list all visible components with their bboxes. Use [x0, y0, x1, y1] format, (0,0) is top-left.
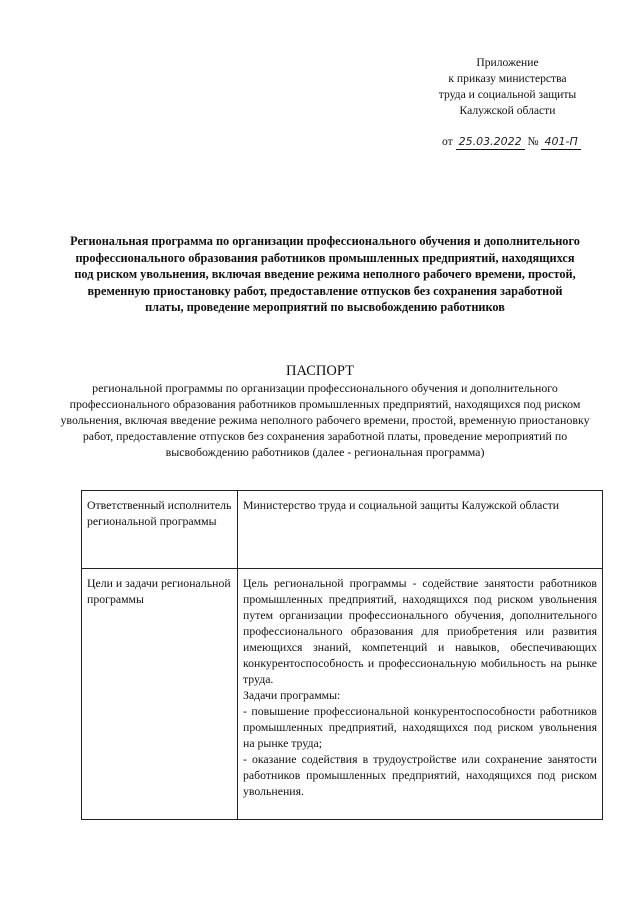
appendix-line: труда и социальной защиты	[438, 88, 577, 101]
row-label: Цели и задачи региональной программы	[82, 569, 238, 820]
table-row	[82, 569, 603, 820]
passport-description: региональной программы по организации профессионального обучения и дополнительного профессионального образования работников промышленных предприятий, находящихся под риском увольнения, включая введение режима неполного рабочего времени, простой, временную приостановку работ, предоставление отпусков без сохранения заработной платы, проведение мероприятий по высвобождению работников (далее - региональная программа)	[60, 381, 590, 459]
appendix-line: к приказу министерства	[448, 72, 567, 85]
row-paragraph: - повышение профессиональной конкурентоспособности работников промышленных предприятий, находящихся под риском увольнения на рынке труда;	[243, 704, 597, 750]
passport-table	[81, 490, 603, 820]
order-from-label: от	[442, 135, 453, 148]
order-number-label: №	[527, 135, 539, 148]
program-title: Региональная программа по организации профессионального обучения и дополнительного профессионального образования работников промышленных предприятий, находящихся под риском увольнения, включая введение режима неполного рабочего времени, простой, временную приостановку работ, предоставление отпусков без сохранения заработной платы, проведение мероприятий по высвобождению работников	[70, 234, 580, 314]
row-paragraph: Задачи программы:	[243, 688, 341, 702]
row-content	[238, 491, 603, 569]
passport-heading: ПАСПОРТ	[286, 363, 354, 379]
order-reference	[442, 135, 581, 150]
appendix-line: Калужской области	[459, 104, 556, 117]
row-content	[238, 569, 603, 820]
row-paragraph: - оказание содействия в трудоустройстве или сохранение занятости работников промышленных предприятий, находящихся под риском увольнения.	[243, 752, 597, 798]
row-paragraph: Министерство труда и социальной защиты Калужской области	[243, 498, 560, 512]
row-label: Ответственный исполнитель региональной программы	[82, 491, 238, 569]
order-number: 401-П	[541, 135, 580, 150]
row-paragraph: Цель региональной программы - содействие занятости работников промышленных предприятий, находящихся под риском увольнения путем организации профессионального обучения, дополнительного профессионального образования для приобретения или развития имеющихся знаний, компетенций и навыков, обеспечивающих конкурентоспособность и профессиональную мобильность на рынке труда.	[243, 576, 597, 686]
table-row	[82, 491, 603, 569]
order-date: 25.03.2022	[456, 135, 525, 150]
appendix-header	[420, 55, 595, 119]
appendix-line: Приложение	[476, 56, 539, 69]
